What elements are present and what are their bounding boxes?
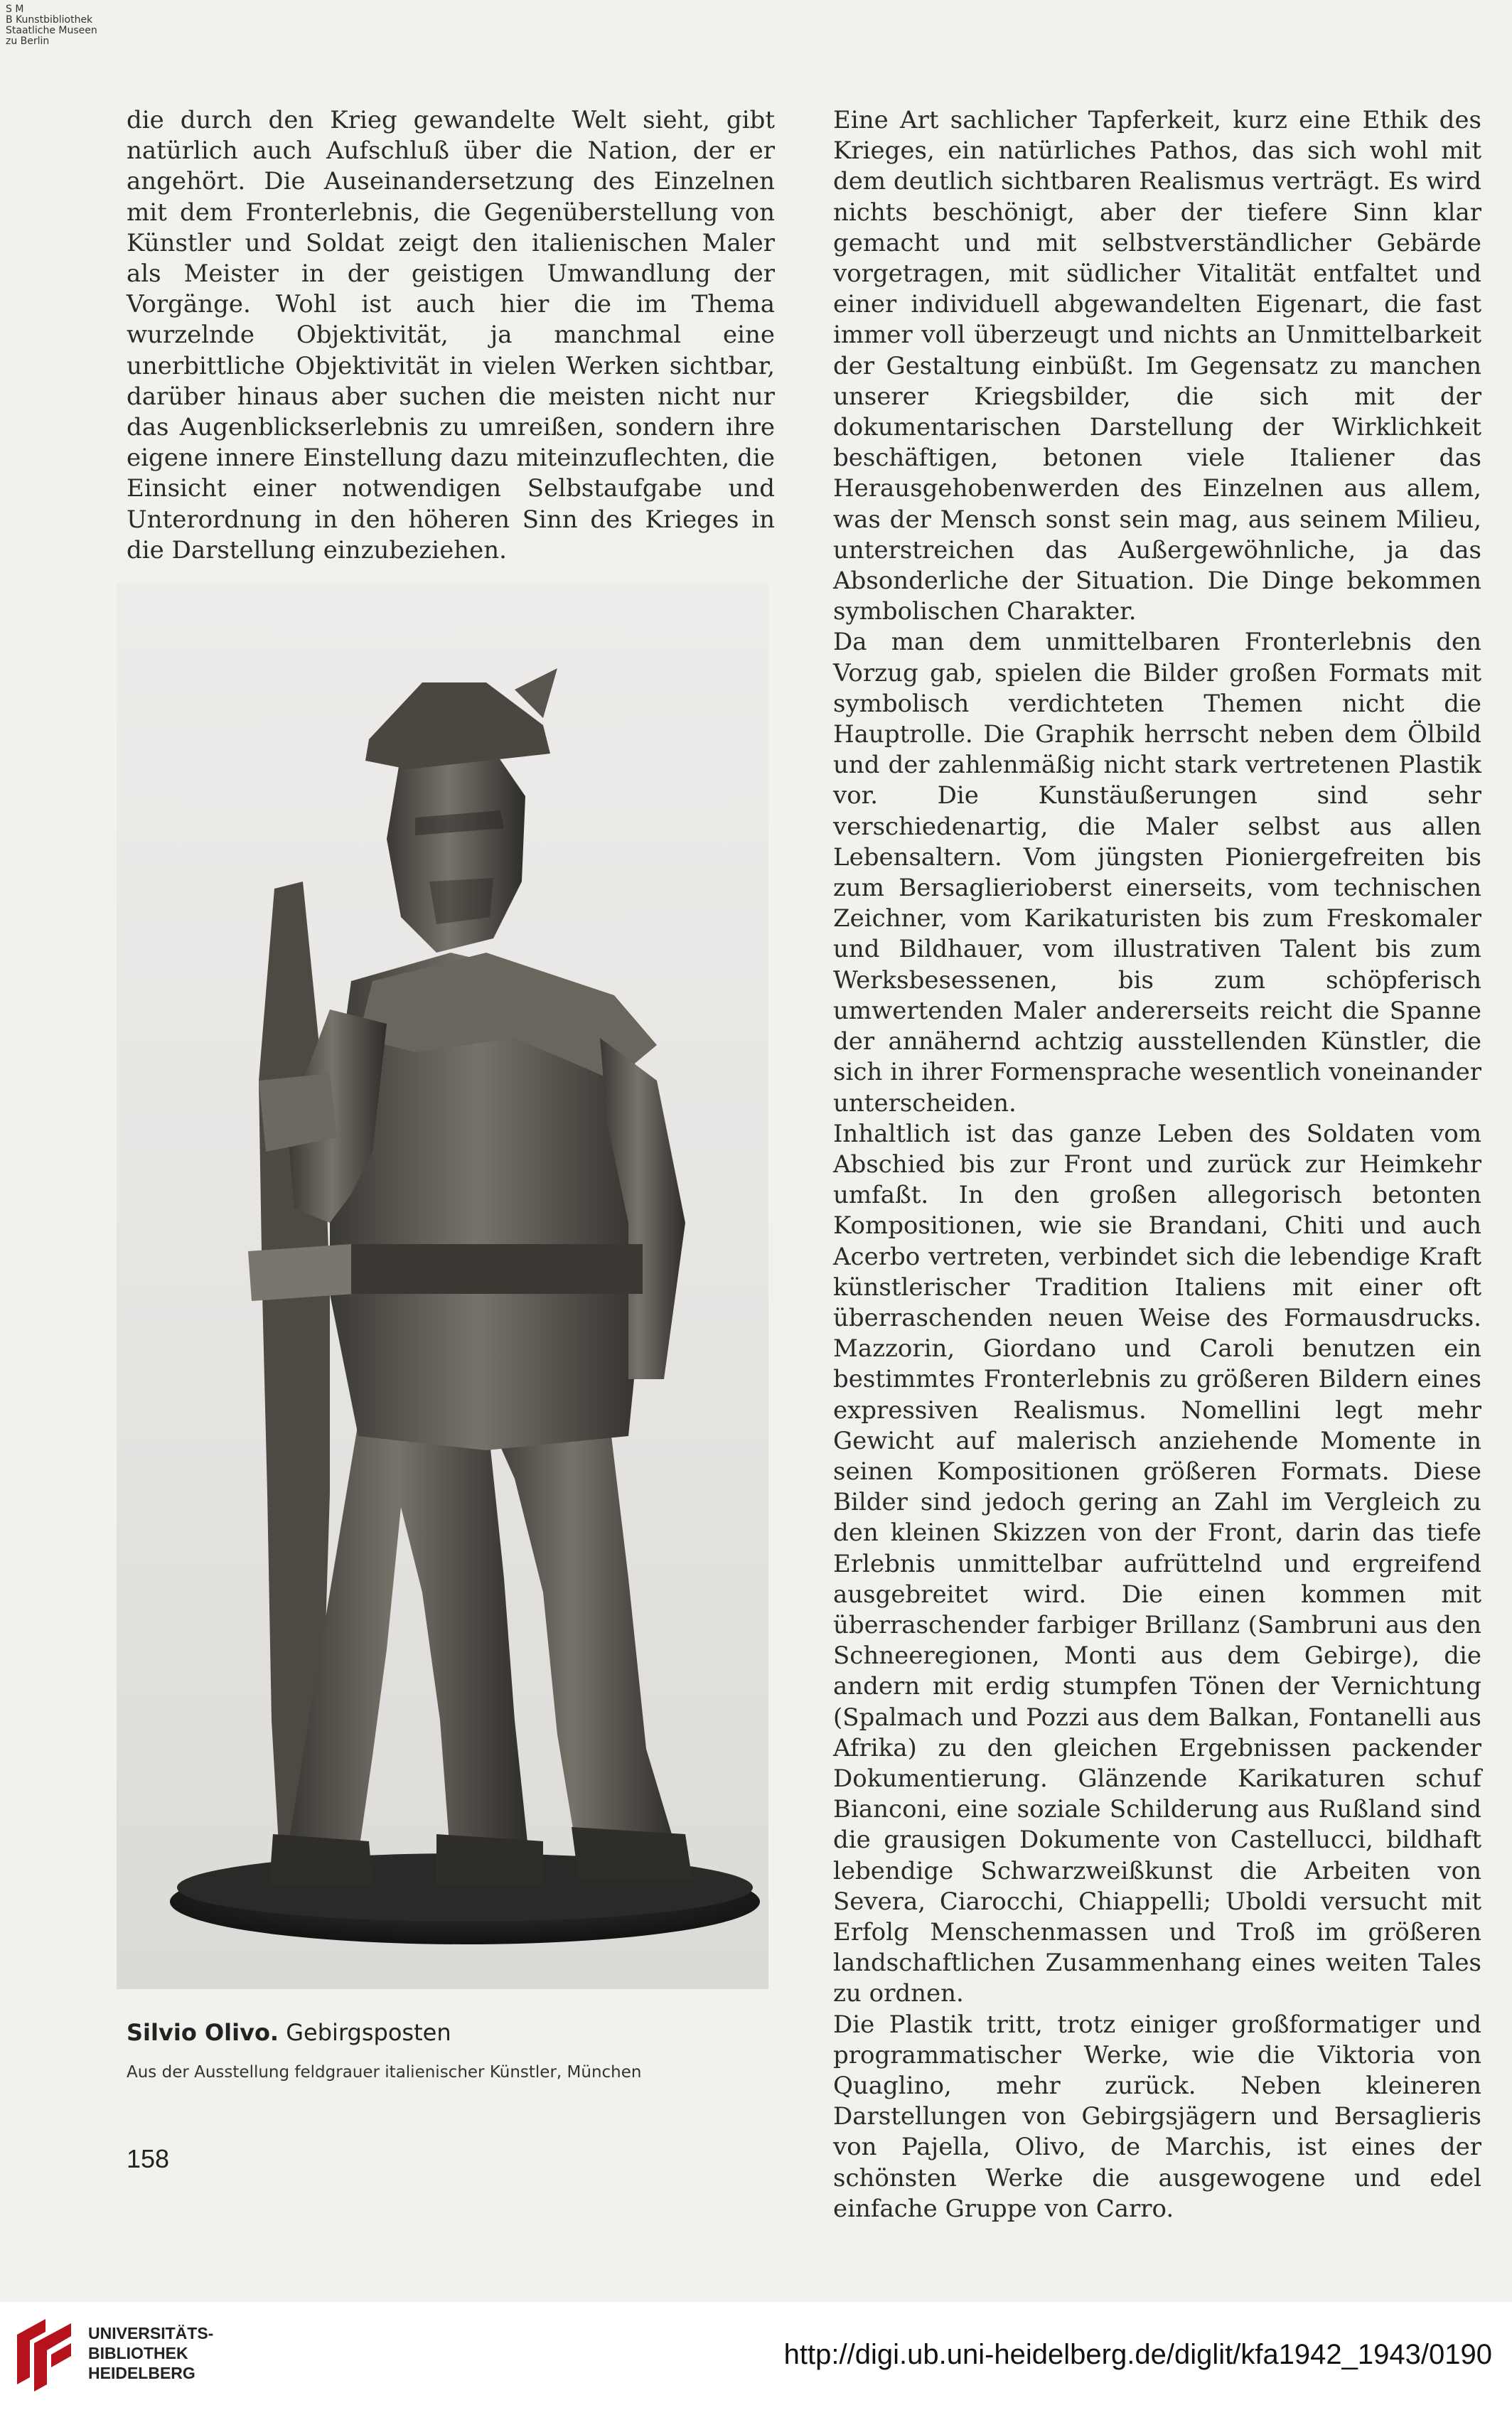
stamp-line: zu Berlin: [6, 36, 50, 47]
left-text-column: [127, 105, 775, 566]
library-stamp: [6, 4, 97, 47]
library-name-line: UNIVERSITÄTS-: [88, 2324, 214, 2342]
body-paragraph: Die Plastik tritt, trotz einiger großformatiger und programmatischer Werke, wie die Viktoria von Quaglino, mehr zurück. Neben kleineren Darstellungen von Gebirgsjägern und Bersaglieris von Pajella, Olivo, de Marchis, ist eines der schönsten Werke die ausgewogene und edel einfache Gruppe von Carro.: [833, 2010, 1481, 2223]
right-text-column: [833, 105, 1481, 2224]
page-number: 158: [127, 2144, 170, 2173]
stamp-line: B Kunstbibliothek: [6, 14, 93, 26]
caption-title: Gebirgsposten: [286, 2019, 451, 2046]
library-name: [88, 2323, 213, 2383]
stamp-line: S M: [6, 4, 24, 15]
stamp-line: Staatliche Museen: [6, 25, 97, 36]
caption-credit: Aus der Ausstellung feldgrauer italienischer Künstler, München: [127, 2063, 642, 2082]
body-paragraph: die durch den Krieg gewandelte Welt sieht, gibt natürlich auch Aufschluß über die Nation, der er angehört. Die Auseinandersetzung des Einzelnen mit dem Fronterlebnis, die Gegenüberstellung von Künstler und Soldat zeigt den italienischen Maler als Meister in der geistigen Umwandlung der Vorgänge. Wohl ist auch hier die im Thema wurzelnde Objektivität, ja manchmal eine unerbittliche Objektivität in vielen Werken sichtbar, darüber hinaus aber suchen die meisten nicht nur das Augenblickserlebnis zu umreißen, sondern ihre eigene innere Einstellung dazu miteinzuflechten, die Einsicht einer notwendigen Selbstaufgabe und Unterordnung in den höheren Sinn des Krieges in die Darstellung einzubeziehen.: [127, 106, 775, 564]
source-url-link[interactable]: http://digi.ub.uni-heidelberg.de/diglit/kfa1942_1943/0190: [783, 2339, 1492, 2370]
body-paragraph: Eine Art sachlicher Tapferkeit, kurz eine Ethik des Krieges, ein natürliches Pathos, das sich wohl mit dem deutlich sichtbaren Realismus verträgt. Es wird nichts beschönigt, aber der tiefere Sinn klar gemacht und mit selbstverständlicher Gebärde vorgetragen, mit südlicher Vitalität entfaltet und einer individuell abgewandelten Eigenart, die fast immer voll überzeugt und nichts an Unmittelbarkeit der Gestaltung einbüßt. Im Gegensatz zu manchen unserer Kriegsbilder, die sich mit der dokumentarischen Darstellung der Wirklichkeit beschäftigen, betonen viele Italiener das Herausgehobenwerden des Einzelnen aus allem, was der Mensch sonst sein mag, aus seinem Milieu, unterstreichen das Außergewöhnliche, ja das Absonderliche der Situation. Die Dinge bekommen symbolischen Charakter.: [833, 106, 1481, 626]
library-name-line: HEIDELBERG: [88, 2364, 195, 2382]
sculpture-photograph: [117, 583, 768, 1989]
body-paragraph: Inhaltlich ist das ganze Leben des Soldaten vom Abschied bis zur Front und zurück zur Heimkehr umfaßt. In den großen allegorisch betonten Kompositionen, wie sie Brandani, Chiti und auch Acerbo vertreten, verbindet sich die lebendige Kraft künstlerischer Tradition Italiens mit einer oft überraschenden neuen Weise des Formausdrucks. Mazzorin, Giordano und Caroli benutzen ein bestimmtes Fronterlebnis zu größeren Bildern eines expressiven Realismus. Nomellini legt mehr Gewicht auf malerisch anziehende Momente in seinen Kompositionen größeren Formats. Diese Bilder sind jedoch gering an Zahl im Vergleich zu den kleinen Skizzen von der Front, darin das tiefe Erlebnis unmittelbar aufrüttelnd und ergreifend ausgebreitet wird. Die einen kommen mit überraschender farbiger Brillanz (Sambruni aus den Schneeregionen, Monti aus dem Gebirge), die andern mit erdig stumpfen Tönen der Vernichtung (Spalmach und Pozzi aus dem Balkan, Fontanelli aus Afrika) zu den gleichen Ergebnissen packender Dokumentierung. Glänzende Karikaturen schuf Bianconi, eine soziale Schilderung aus Rußland sind die grausigen Dokumente von Castellucci, bildhaft lebendige Schwarzweißkunst die Arbeiten von Severa, Ciarocchi, Chiappelli; Uboldi versucht mit Erfolg Menschenmassen und Troß im größeren landschaftlichen Zusammenhang eines weiten Tales zu ordnen.: [833, 1119, 1481, 2008]
library-name-line: BIBLIOTHEK: [88, 2344, 188, 2362]
university-library-logo-icon: [10, 2313, 78, 2397]
body-paragraph: Da man dem unmittelbaren Fronterlebnis den Vorzug gab, spielen die Bilder großen Formats mit symbolisch verdichteten Themen nicht die Hauptrolle. Die Graphik herrscht neben dem Ölbild und der zahlenmäßig nicht stark vertretenen Plastik vor. Die Kunstäußerungen sind sehr verschiedenartig, die Maler selbst aus allen Lebensaltern. Vom jüngsten Pioniergefreiten bis zum Bersaglierioberst einerseits, vom technischen Zeichner, vom Karikaturisten bis zum Freskomaler und Bildhauer, vom illustrativen Talent bis zum Werksbesessenen, bis zum schöpferisch umwertenden Maler andererseits reicht die Spanne der annähernd achtzig ausstellenden Künstler, die sich in ihrer Formensprache wesentlich voneinander unterscheiden.: [833, 628, 1481, 1118]
soldier-statue-image: [117, 583, 768, 1989]
caption-artist: Silvio Olivo.: [127, 2019, 279, 2046]
figure-caption: [127, 2019, 451, 2046]
